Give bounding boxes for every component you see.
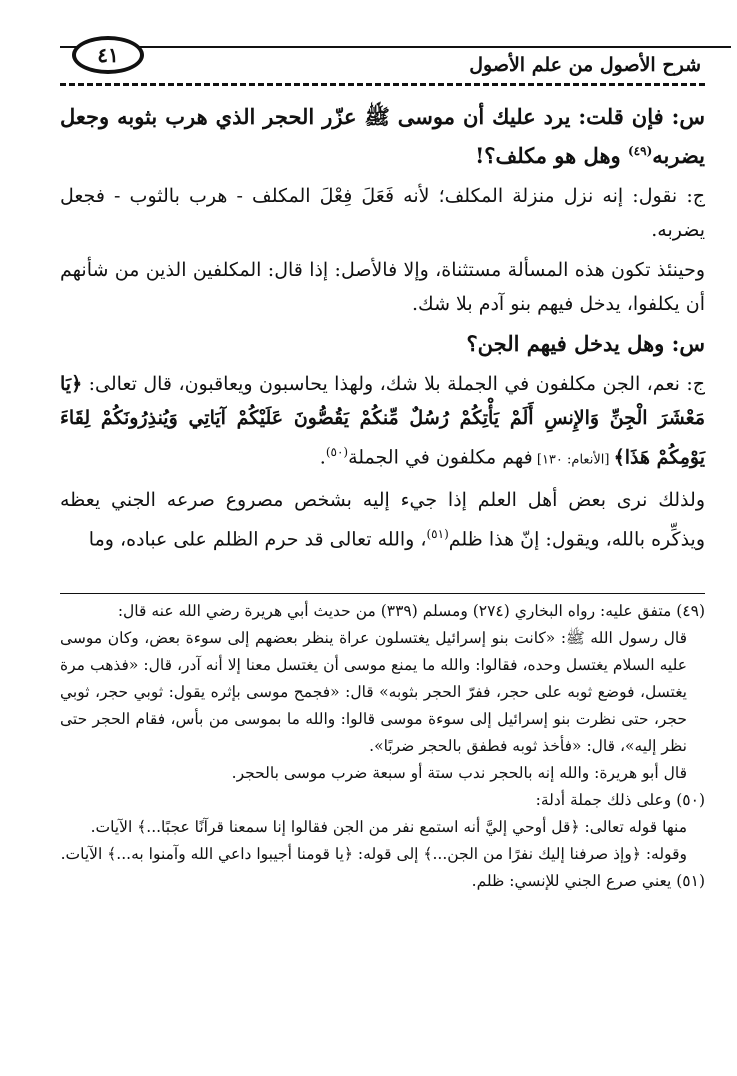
page-header bbox=[60, 30, 707, 90]
footnote-51: (٥١) يعني صرع الجني للإنسي: ظلم. bbox=[471, 872, 705, 890]
header-rule bbox=[60, 46, 731, 48]
footnotes bbox=[60, 598, 705, 895]
verse-reference: [الأنعام: ١٣٠] bbox=[532, 452, 614, 468]
footnote-ref-51: (٥١) bbox=[426, 527, 449, 542]
paragraph-2: وحينئذ تكون هذه المسألة مستثناة، وإلا فالأصل: إذا قال: المكلفين الذين من شأنهم أن يكلفوا، يدخل فيهم بنو آدم بلا شك. bbox=[60, 259, 705, 315]
footnote-49-head: (٤٩) متفق عليه: رواه البخاري (٢٧٤) ومسلم (٣٣٩) من حديث أبي هريرة رضي الله عنه قال: bbox=[117, 602, 705, 620]
footnote-49-hadith: قال رسول الله ﷺ: «كانت بنو إسرائيل يغتسلون عراة ينظر بعضهم إلى سوءة بعض، وكان موسى عليه السلام يغتسل وحده، فقالوا: والله ما يمنع موسى أن يغتسل معنا إلا أنه آدر، قال: «فذهب مرة يغتسل، فوضع ثوبه على حجر، ففرّ الحجر بثوبه» قال: «فجمح موسى بإثره يقول: ثوبي حجر، ثوبي حجر، حتى نظرت بنو إسرائيل إلى سوءة موسى قالوا: والله ما بموسى من بأس، فقام الحجر حتى نظر إليه»، قال: «فأخذ ثوبه فطفق بالحجر ضربًا». bbox=[60, 629, 687, 755]
main-text bbox=[60, 100, 705, 563]
footnote-ref-50: (٥٠) bbox=[325, 445, 349, 459]
footnote-ref-49: (٤٩) bbox=[627, 144, 653, 158]
quran-verse: ﴿يَا مَعْشَرَ الْجِنِّ وَالإِنسِ أَلَمْ يَأْتِكُمْ رُسُلٌ مِّنكُمْ يَقُصُّونَ عَلَيْكُمْ آيَاتِي وَيُنذِرُونَكُمْ لِقَاءَ يَوْمِكُمْ هَذَا﴾ bbox=[60, 373, 705, 469]
book-title: شرح الأصول من علم الأصول bbox=[469, 54, 701, 76]
footnote-49-abu-hurayra: قال أبو هريرة: والله إنه بالحجر ندب ستة أو سبعة ضرب موسى بالحجر. bbox=[231, 764, 687, 782]
answer-1: ج: نقول: إنه نزل منزلة المكلف؛ لأنه فَعَلَ فِعْلَ المكلف - هرب بالثوب - فجعل يضربه. bbox=[60, 185, 705, 241]
question-2: س: وهل يدخل فيهم الجن؟ bbox=[466, 331, 705, 356]
paragraph-3: ولذلك نرى بعض أهل العلم إذا جيء إليه بشخص مصروع صرعه الجني يعظه ويذكِّره بالله، ويقول: إنّ هذا ظلم$^{(٥١)}$، والله تعالى قد حرم الظلم على عباده، وما bbox=[60, 489, 705, 551]
footnote-separator bbox=[60, 593, 705, 594]
footnote-50-evidence-1: منها قوله تعالى: ﴿قل أوحي إليَّ أنه استمع نفر من الجن فقالوا إنا سمعنا قرآنًا عجبًا...﴾ الآيات. bbox=[90, 818, 687, 836]
answer-2: ج: نعم، الجن مكلفون في الجملة بلا شك، ولهذا يحاسبون ويعاقبون، قال تعالى: ﴿يَا مَعْشَرَ الْجِنِّ وَالإِنسِ أَلَمْ يَأْتِكُمْ رُسُلٌ مِّنكُمْ يَقُصُّونَ عَلَيْكُمْ آيَاتِي وَيُنذِرُونَكُمْ لِقَاءَ يَوْمِكُمْ هَذَا﴾ [الأنعام: ١٣٠] فهم مكلفون في الجملة$^{(٥٠)}$. bbox=[60, 373, 705, 469]
footnote-50-evidence-2: وقوله: ﴿وإذ صرفنا إليك نفرًا من الجن...﴾ إلى قوله: ﴿يا قومنا أجيبوا داعي الله وآمنوا به...﴾ الآيات. bbox=[60, 845, 687, 863]
footnote-50-head: (٥٠) وعلى ذلك جملة أدلة: bbox=[535, 791, 705, 809]
header-dashed-rule bbox=[60, 83, 705, 86]
page-number: ٤١ bbox=[72, 36, 144, 74]
question-1: س: فإن قلت: يرد عليك أن موسى ﷺ عزّر الحجر الذي هرب بثوبه وجعل يضربه$^{(٤٩)}$ وهل هو مكلف؟! bbox=[60, 104, 705, 168]
